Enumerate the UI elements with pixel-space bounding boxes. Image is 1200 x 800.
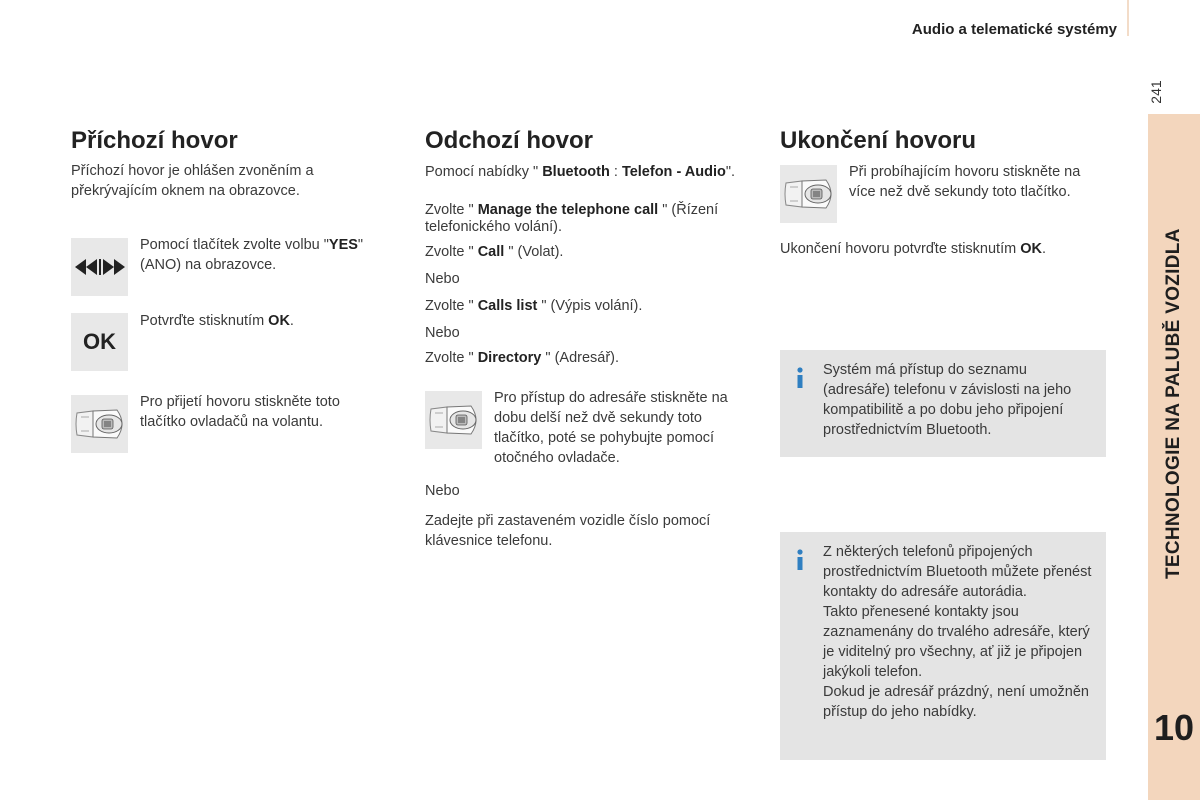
- info-contacts-p2: Takto přenesené kontakty jsou zaznamenány do trvalého adresáře, který je viditelný pro všechny, ať již je připojen jakýkoli telefon.: [823, 604, 1090, 680]
- confirm-ok-text: Potvrďte stisknutím OK.: [140, 313, 294, 329]
- end-call-heading: Ukončení hovoru: [780, 127, 977, 154]
- end-call-confirm-text: Ukončení hovoru potvrďte stisknutím OK.: [780, 241, 1046, 257]
- incoming-call-heading: Příchozí hovor: [71, 127, 238, 154]
- manage-call-text: Zvolte " Manage the telephone call " (Řízení telefonického volání).: [425, 202, 719, 235]
- chapter-number: 10: [1153, 707, 1195, 748]
- select-call-text: Zvolte " Call " (Volat).: [425, 244, 564, 260]
- select-directory-text: Zvolte " Directory " (Adresář).: [425, 350, 620, 366]
- header-title: Audio a telematické systémy: [911, 21, 1117, 38]
- or-text-3: Nebo: [425, 483, 460, 499]
- outgoing-call-heading: Odchozí hovor: [425, 127, 593, 154]
- select-yes-text: Pomocí tlačítek zvolte volbu "YES" (ANO) na obrazovce.: [140, 237, 364, 273]
- chapter-title: TECHNOLOGIE NA PALUBĚ VOZIDLA: [1163, 228, 1184, 580]
- skip-arrows-icon: [71, 238, 128, 296]
- header-divider: [1127, 0, 1129, 36]
- ok-icon-label: OK: [83, 329, 116, 354]
- info-contacts-text: [823, 542, 1096, 722]
- page-number: 241: [1148, 80, 1164, 104]
- info-directory-text: Systém má přístup do seznamu (adresáře) telefonu v závislosti na jeho kompatibilitě a po dobu jeho připojení prostřednictvím Bluetooth.: [823, 362, 1072, 438]
- or-text-2: Nebo: [425, 325, 460, 341]
- end-call-press-text: Při probíhajícím hovoru stiskněte na více než dvě sekundy toto tlačítko.: [849, 164, 1081, 200]
- answer-call-text: Pro přijetí hovoru stiskněte toto tlačítko ovladačů na volantu.: [140, 394, 340, 430]
- ok-button-icon: [71, 313, 128, 371]
- incoming-call-intro: Příchozí hovor je ohlášen zvoněním a překrývajícím oknem na obrazovce.: [71, 163, 314, 199]
- dial-number-text: Zadejte při zastaveném vozidle číslo pomocí klávesnice telefonu.: [425, 513, 711, 549]
- info-icon: [794, 366, 806, 390]
- steering-control-icon: [71, 395, 128, 453]
- info-box-contacts: [780, 532, 1106, 760]
- info-contacts-p1: Z některých telefonů připojených prostřednictvím Bluetooth můžete přenést kontakty do adresáře autorádia.: [823, 544, 1092, 600]
- outgoing-menu-text: Pomocí nabídky " Bluetooth : Telefon - Audio".: [425, 164, 736, 180]
- directory-access-text: Pro přístup do adresáře stiskněte na dobu delší než dvě sekundy toto tlačítko, poté se pohybujte pomocí otočného ovladače.: [494, 390, 728, 466]
- steering-control-icon: [425, 391, 482, 449]
- info-box-directory: [780, 350, 1106, 457]
- info-contacts-p3: Dokud je adresář prázdný, není umožněn přístup do jeho nabídky.: [823, 684, 1089, 720]
- or-text-1: Nebo: [425, 271, 460, 287]
- select-calls-list-text: Zvolte " Calls list " (Výpis volání).: [425, 298, 643, 314]
- info-icon: [794, 548, 806, 572]
- steering-control-icon: [780, 165, 837, 223]
